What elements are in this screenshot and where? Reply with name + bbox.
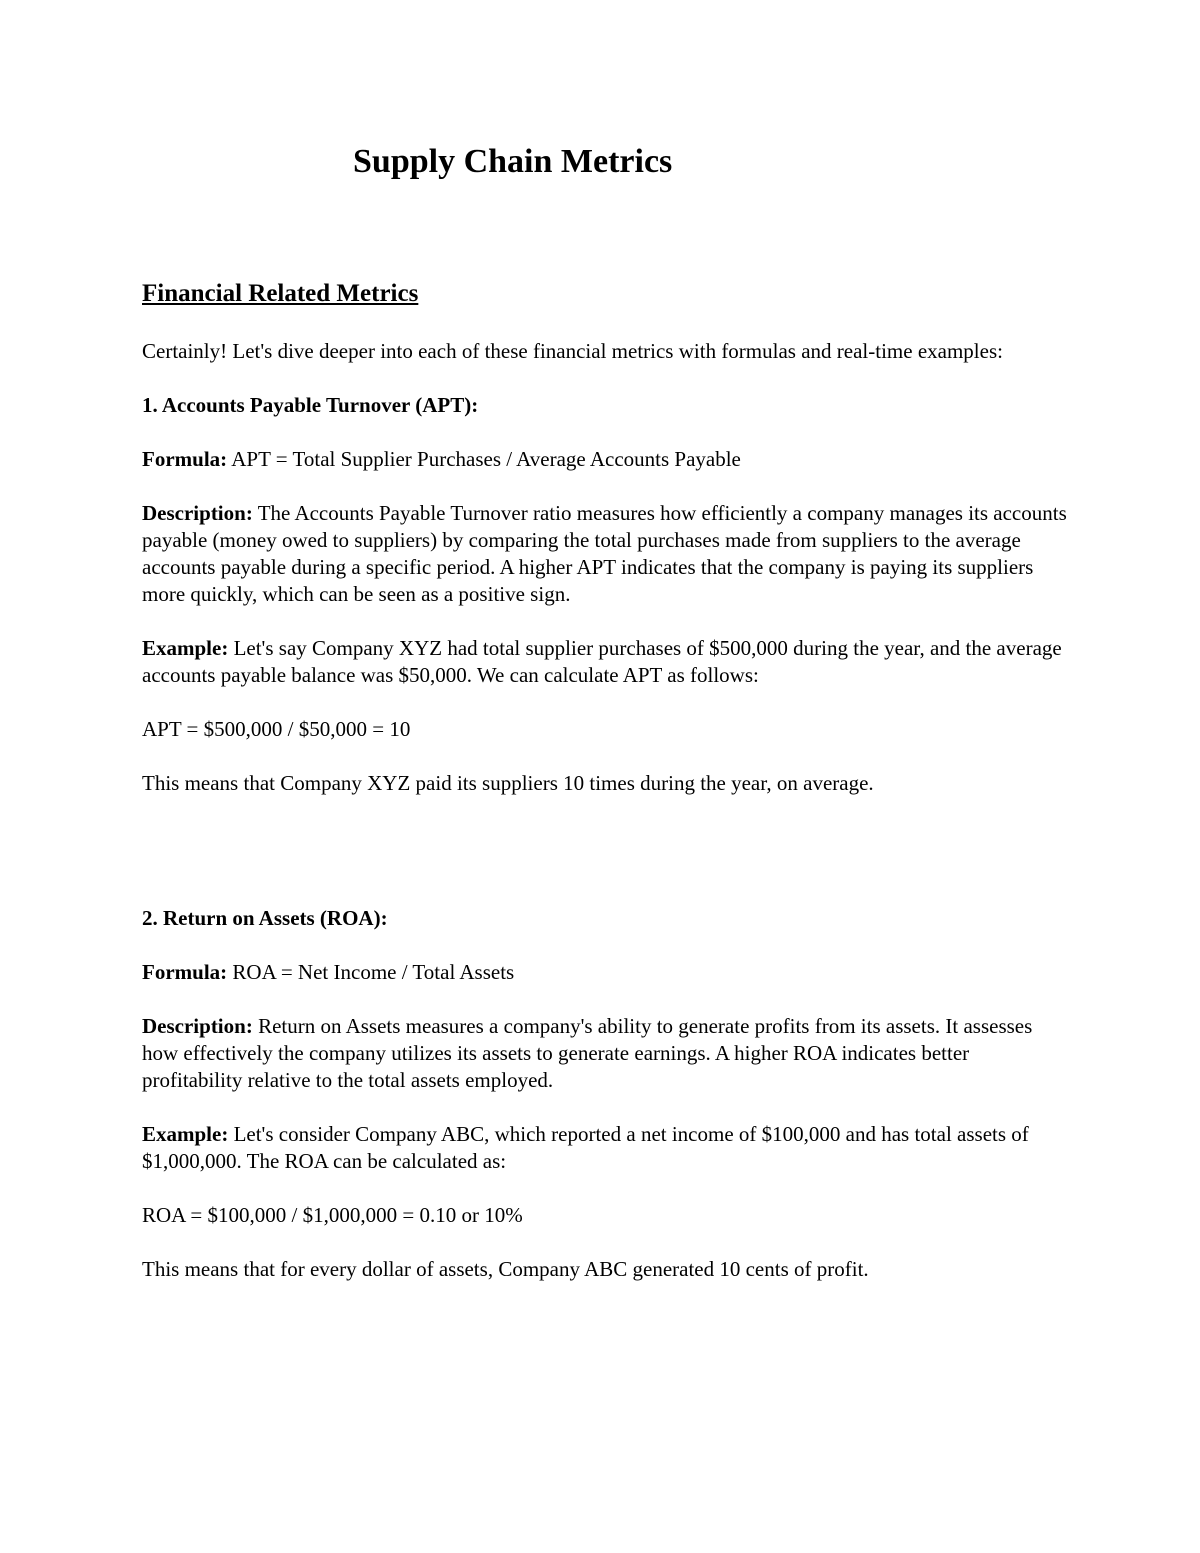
conclusion-paragraph: This means that Company XYZ paid its suppliers 10 times during the year, on average.	[142, 771, 874, 795]
metric-heading: 2. Return on Assets (ROA):	[142, 906, 388, 930]
description-paragraph	[142, 500, 1072, 608]
example-label: Example:	[142, 636, 229, 660]
calculation-line: APT = $500,000 / $50,000 = 10	[142, 717, 411, 741]
conclusion-paragraph: This means that for every dollar of assets, Company ABC generated 10 cents of profit.	[142, 1257, 869, 1281]
example-paragraph	[142, 635, 1072, 689]
document-body	[142, 278, 1072, 1310]
description-text: Return on Assets measures a company's ability to generate profits from its assets. It assesses how effectively the company utilizes its assets to generate earnings. A higher ROA indicates better profitability relative to the total assets employed.	[142, 1014, 1033, 1092]
metric-heading: 1. Accounts Payable Turnover (APT):	[142, 393, 479, 417]
calculation-line: ROA = $100,000 / $1,000,000 = 0.10 or 10%	[142, 1203, 523, 1227]
metric-apt	[142, 392, 1072, 797]
formula-text: ROA = Net Income / Total Assets	[227, 960, 515, 984]
intro-paragraph: Certainly! Let's dive deeper into each of these financial metrics with formulas and real-time examples:	[142, 339, 1003, 363]
description-label: Description:	[142, 1014, 253, 1038]
example-text: Let's say Company XYZ had total supplier purchases of $500,000 during the year, and the average accounts payable balance was $50,000. We can calculate APT as follows:	[142, 636, 1062, 687]
description-label: Description:	[142, 501, 253, 525]
description-paragraph	[142, 1013, 1072, 1094]
metric-roa	[142, 905, 1072, 1283]
formula-paragraph	[142, 446, 1072, 473]
example-text: Let's consider Company ABC, which reported a net income of $100,000 and has total assets of $1,000,000. The ROA can be calculated as:	[142, 1122, 1029, 1173]
document-title: Supply Chain Metrics	[353, 143, 673, 180]
formula-paragraph	[142, 959, 1072, 986]
description-text: The Accounts Payable Turnover ratio measures how efficiently a company manages its accounts payable (money owed to suppliers) by comparing the total purchases made from suppliers to the average accounts payable during a specific period. A higher APT indicates that the company is paying its suppliers more quickly, which can be seen as a positive sign.	[142, 501, 1067, 606]
formula-label: Formula:	[142, 960, 228, 984]
formula-text: APT = Total Supplier Purchases / Average Accounts Payable	[227, 447, 741, 471]
formula-label: Formula:	[142, 447, 228, 471]
metric-spacer	[142, 824, 1072, 905]
example-paragraph	[142, 1121, 1072, 1175]
example-label: Example:	[142, 1122, 229, 1146]
section-heading: Financial Related Metrics	[142, 280, 419, 307]
